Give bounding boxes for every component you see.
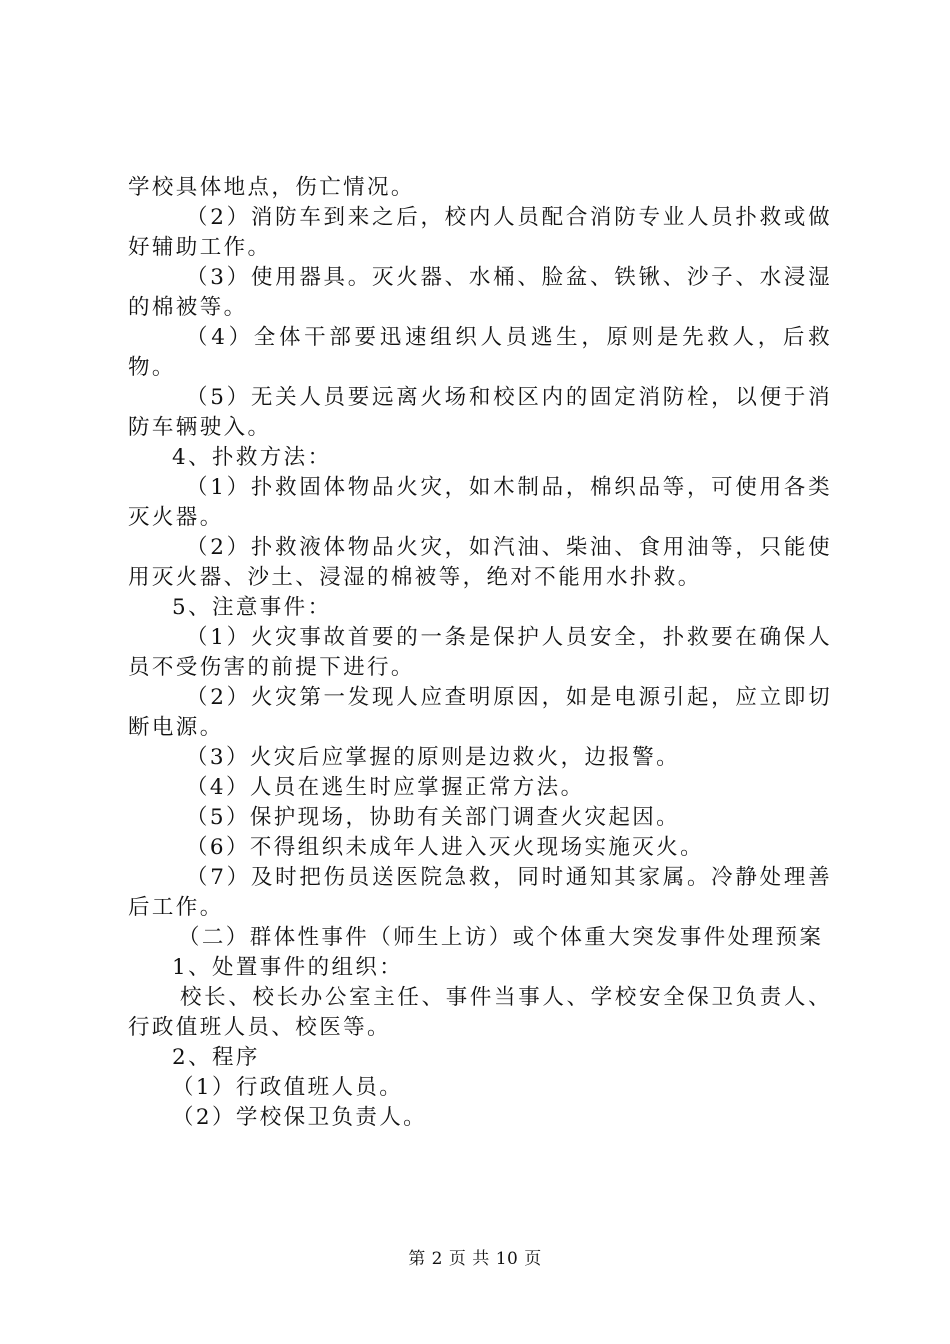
page-number-footer: 第 2 页 共 10 页 — [408, 1249, 542, 1269]
paragraph: （3）使用器具。灭火器、水桶、脸盆、铁锹、沙子、水浸湿的棉被等。 — [128, 265, 832, 320]
paragraph: （5）无关人员要远离火场和校区内的固定消防栓，以便于消防车辆驶入。 — [128, 385, 832, 440]
document-body — [128, 173, 832, 1133]
paragraph: （1）火灾事故首要的一条是保护人员安全，扑救要在确保人员不受伤害的前提下进行。 — [128, 625, 832, 680]
section-heading: 5、注意事件： — [172, 595, 332, 620]
paragraph: （4）全体干部要迅速组织人员逃生，原则是先救人，后救物。 — [128, 325, 832, 380]
paragraph: （2）消防车到来之后，校内人员配合消防专业人员扑救或做好辅助工作。 — [128, 205, 832, 260]
section-heading: （二）群体性事件（师生上访）或个体重大突发事件处理预案 — [178, 925, 824, 950]
section-heading: 2、程序 — [172, 1045, 260, 1070]
paragraph: （2）火灾第一发现人应查明原因，如是电源引起，应立即切断电源。 — [128, 685, 832, 740]
paragraph: （4）人员在逃生时应掌握正常方法。 — [186, 775, 585, 800]
paragraph: （7）及时把伤员送医院急救，同时通知其家属。冷静处理善后工作。 — [128, 865, 832, 920]
paragraph: （1）行政值班人员。 — [172, 1075, 404, 1100]
paragraph: （5）保护现场，协助有关部门调查火灾起因。 — [186, 805, 681, 830]
paragraph: 校长、校长办公室主任、事件当事人、学校安全保卫负责人、行政值班人员、校医等。 — [128, 985, 832, 1040]
paragraph: （2）学校保卫负责人。 — [172, 1105, 428, 1130]
paragraph: （6）不得组织未成年人进入灭火现场实施灭火。 — [186, 835, 704, 860]
paragraph: （2）扑救液体物品火灾，如汽油、柴油、食用油等，只能使用灭火器、沙土、浸湿的棉被等，绝对不能用水扑救。 — [128, 535, 832, 590]
section-heading: 4、扑救方法： — [172, 445, 332, 470]
paragraph: （3）火灾后应掌握的原则是边救火，边报警。 — [186, 745, 681, 770]
paragraph: 学校具体地点，伤亡情况。 — [128, 175, 415, 200]
paragraph: （1）扑救固体物品火灾，如木制品，棉织品等，可使用各类灭火器。 — [128, 475, 832, 530]
section-heading: 1、处置事件的组织： — [172, 955, 404, 980]
